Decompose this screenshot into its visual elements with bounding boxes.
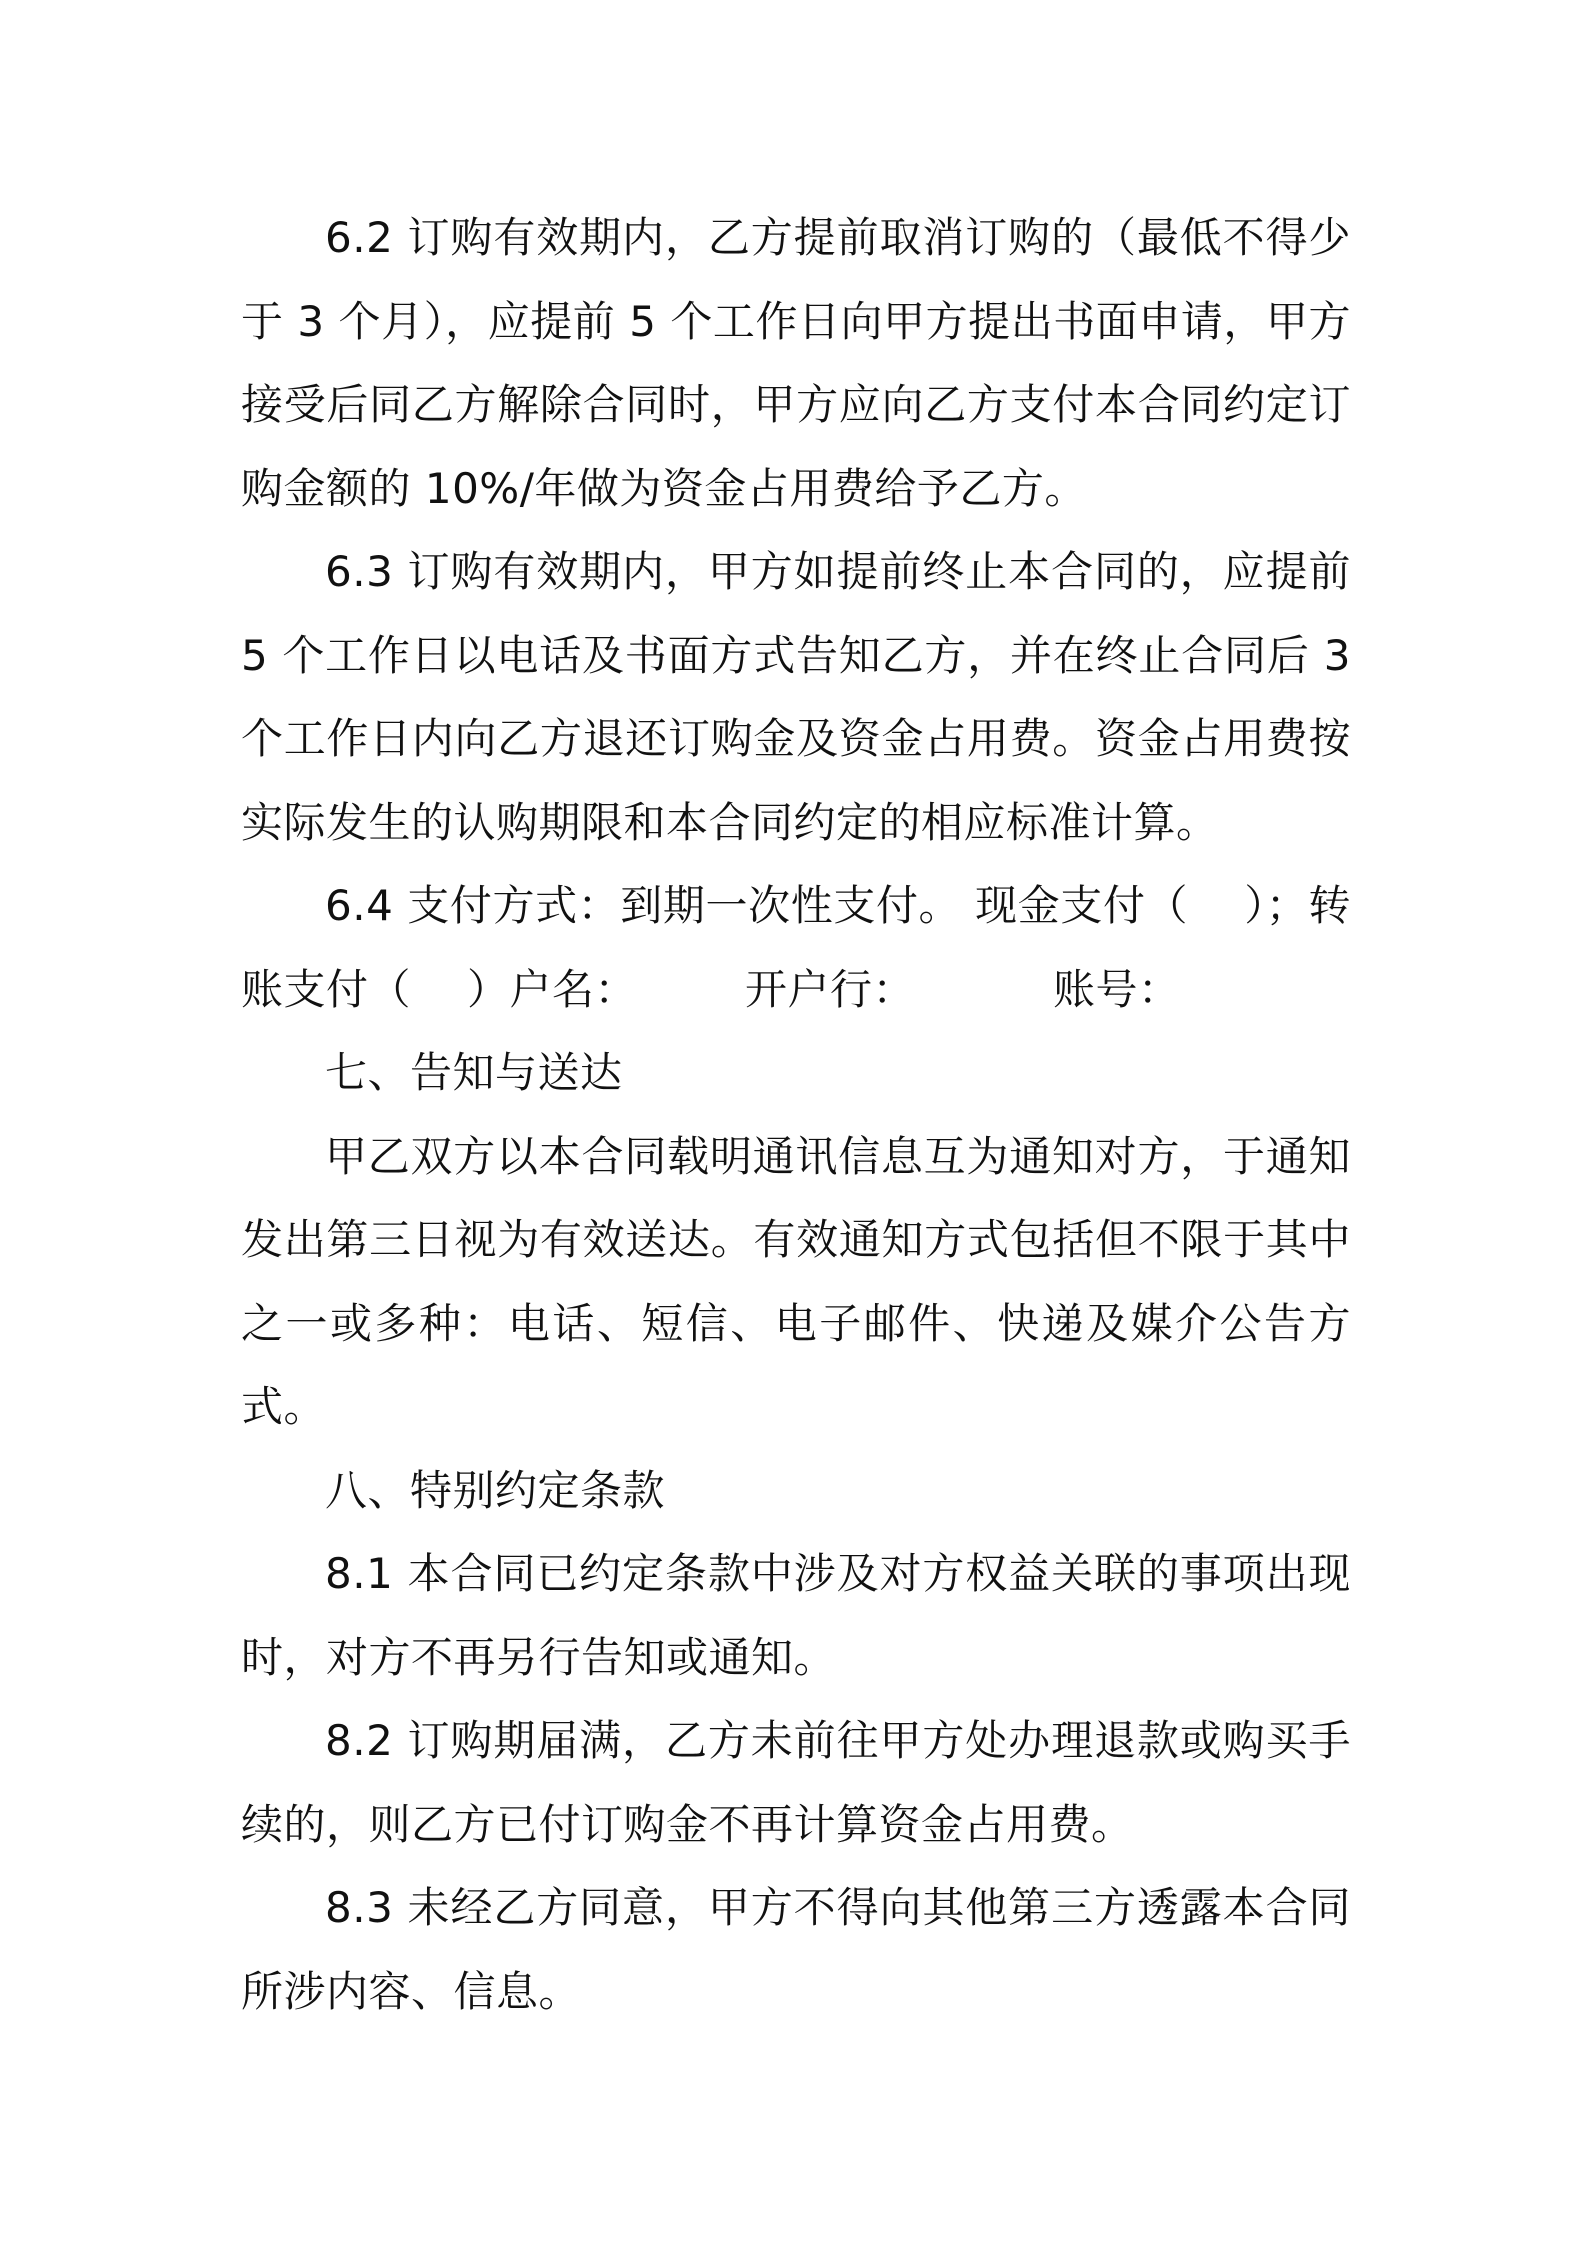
payment-mid2: ）户名： <box>467 964 638 1014</box>
clause-6-2: 6.2 订购有效期内，乙方提前取消订购的（最低不得少于 3 个月），应提前 5 个工作日向甲方提出书面申请，甲方接受后同乙方解除合同时，甲方应向乙方支付本合同约定订购金额的 10%/年做为资金占用费给予乙方。 <box>241 213 1351 513</box>
payment-account: 账号： <box>1053 964 1181 1014</box>
section-7-heading: 七、告知与送达 <box>325 1048 623 1097</box>
document-page <box>241 196 1351 2033</box>
clause-6-4 <box>241 864 1351 1031</box>
payment-bank: 开户行： <box>745 964 916 1014</box>
clause-8-3: 8.3 未经乙方同意，甲方不得向其他第三方透露本合同所涉内容、信息。 <box>241 1883 1351 2016</box>
clause-8-1: 8.1 本合同已约定条款中涉及对方权益关联的事项出现时，对方不再另行告知或通知。 <box>241 1549 1351 1682</box>
section-8-heading: 八、特别约定条款 <box>325 1465 666 1515</box>
section-7-body: 甲乙双方以本合同载明通讯信息互为通知对方，于通知发出第三日视为有效送达。有效通知方式包括但不限于其中之一或多种：电话、短信、电子邮件、快递及媒介公告方式。 <box>241 1131 1351 1431</box>
clause-8-2: 8.2 订购期届满，乙方未前往甲方处办理退款或购买手续的，则乙方已付订购金不再计算资金占用费。 <box>241 1716 1351 1849</box>
payment-mid1: ）；转账支付（ <box>241 881 1351 1014</box>
payment-lead: 6.4 支付方式：到期一次性支付。 现金支付（ <box>325 881 1189 930</box>
clause-6-3: 6.3 订购有效期内，甲方如提前终止本合同的，应提前 5 个工作日以电话及书面方式告知乙方，并在终止合同后 3 个工作日内向乙方退还订购金及资金占用费。资金占用费按实际发生的认购期限和本合同约定的相应标准计算。 <box>241 547 1351 847</box>
